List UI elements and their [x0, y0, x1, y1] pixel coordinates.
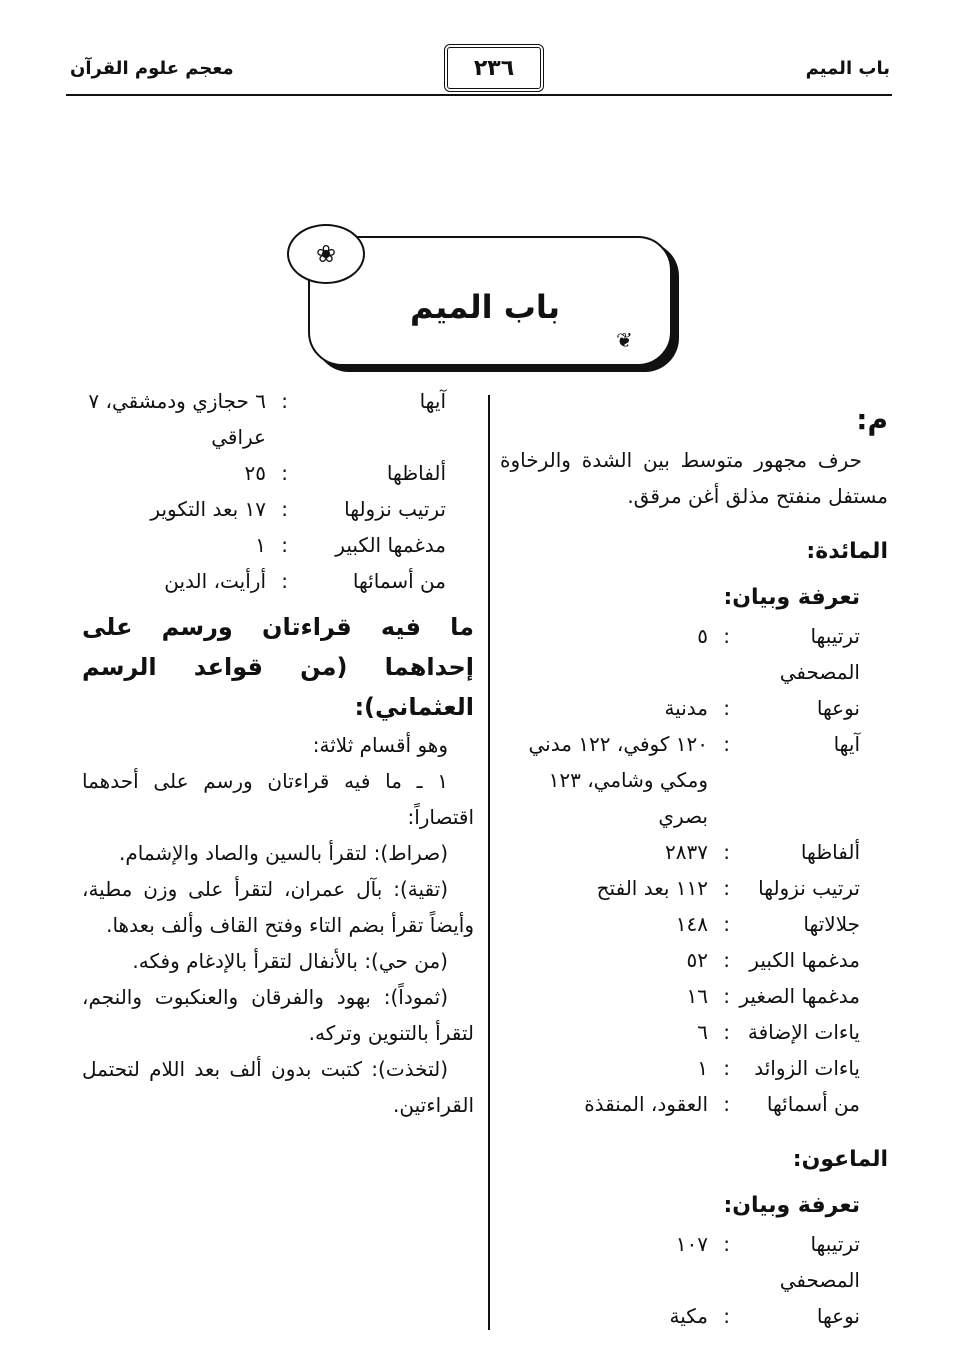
header-left-title: معجم علوم القرآن	[70, 58, 234, 79]
header-right-title: باب الميم	[805, 58, 890, 79]
info-key: جلالاتها	[803, 912, 860, 936]
sura-heading-maida: المائدة:	[806, 539, 888, 564]
info-key: نوعها	[816, 1304, 860, 1328]
paragraph: (لتخذت): كتبت بدون ألف بعد اللام لتحتمل القراءتين.	[82, 1057, 474, 1117]
info-value: ٥	[697, 624, 708, 648]
info-value: ٢٨٣٧	[665, 840, 708, 864]
info-sep: :	[723, 624, 730, 648]
info-value: ١٤٨	[675, 912, 708, 936]
paragraph: (تقية): بآل عمران، لتقرأ على وزن مطية، وأيضاً تقرأ بضم التاء وفتح القاف وألف بعدها.	[82, 877, 474, 937]
info-value: ٥٢	[686, 948, 708, 972]
info-table-maida	[500, 618, 888, 1122]
info-row	[82, 563, 474, 599]
info-value: ٢٥	[244, 461, 266, 485]
info-key: مدغمها الصغير	[739, 984, 860, 1008]
column-divider	[488, 395, 490, 1330]
info-key: ترتيب نزولها	[758, 876, 860, 900]
info-row	[82, 491, 474, 527]
info-sep: :	[723, 948, 730, 972]
corner-ornament-icon: ❦	[616, 328, 633, 352]
letter-description: حرف مجهور متوسط بين الشدة والرخاوة مستفل منفتح مذلق أغن مرقق.	[500, 448, 888, 508]
info-row	[500, 942, 888, 978]
section-heading: ما فيه قراءتان ورسم على إحداهما (من قواعد الرسم العثماني):	[82, 613, 474, 721]
paragraph: (ثموداً): بهود والفرقان والعنكبوت والنجم، لتقرأ بالتنوين وتركه.	[82, 985, 474, 1045]
info-row	[500, 978, 888, 1014]
info-sep: :	[723, 1020, 730, 1044]
info-sep: :	[723, 1092, 730, 1116]
info-sep: :	[723, 1056, 730, 1080]
info-row	[500, 690, 888, 726]
section-title: باب الميم	[410, 288, 560, 326]
info-row	[500, 1050, 888, 1086]
paragraph: (من حي): بالأنفال لتقرأ بالإدغام وفكه.	[132, 949, 448, 973]
info-row	[500, 1014, 888, 1050]
sura-heading-maun: الماعون:	[792, 1147, 888, 1172]
info-sep: :	[281, 389, 288, 413]
info-key: آيها	[833, 732, 860, 756]
info-sep: :	[723, 984, 730, 1008]
info-key: نوعها	[816, 696, 860, 720]
letter-label: م:	[856, 403, 888, 436]
info-key: من أسمائها	[352, 569, 446, 593]
info-sep: :	[281, 533, 288, 557]
info-row	[500, 870, 888, 906]
info-row	[82, 455, 474, 491]
info-row	[500, 834, 888, 870]
info-row	[500, 726, 888, 834]
info-value: ٦ حجازي ودمشقي، ٧ عراقي	[88, 389, 266, 449]
info-key: ياءات الزوائد	[754, 1056, 860, 1080]
info-row	[500, 1298, 888, 1334]
info-key: من أسمائها	[766, 1092, 860, 1116]
info-value: العقود، المنقذة	[584, 1092, 708, 1116]
info-value: ١	[697, 1056, 708, 1080]
info-key: ألفاظها	[386, 461, 446, 485]
info-sep: :	[723, 1232, 730, 1256]
section-intro: وهو أقسام ثلاثة:	[312, 733, 448, 757]
info-value: مدنية	[664, 696, 708, 720]
info-value: ١٢٠ كوفي، ١٢٢ مدني ومكي وشامي، ١٢٣ بصري	[528, 732, 708, 828]
info-sep: :	[281, 461, 288, 485]
sura-subheading-maida: تعرفة وبيان:	[723, 585, 860, 610]
info-table-previous-sura	[82, 383, 474, 599]
info-row	[500, 906, 888, 942]
info-value: مكية	[669, 1304, 708, 1328]
sura-subheading-maun: تعرفة وبيان:	[723, 1193, 860, 1218]
info-sep: :	[281, 569, 288, 593]
info-sep: :	[723, 912, 730, 936]
page-number: ٢٣٦	[444, 44, 544, 92]
info-value: ١٧ بعد التكوير	[150, 497, 266, 521]
paragraph: (صراط): لتقرأ بالسين والصاد والإشمام.	[119, 841, 448, 865]
info-key: ألفاظها	[800, 840, 860, 864]
info-key: آيها	[419, 389, 446, 413]
info-sep: :	[723, 876, 730, 900]
info-key: ترتيبها المصحفي	[779, 624, 860, 684]
left-column	[82, 383, 474, 1123]
info-sep: :	[281, 497, 288, 521]
info-sep: :	[723, 840, 730, 864]
info-value: ١١٢ بعد الفتح	[596, 876, 708, 900]
info-value: ١٠٧	[675, 1232, 708, 1256]
paragraph: ١ ـ ما فيه قراءتان ورسم على أحدهما اقتصاراً:	[82, 769, 474, 829]
info-row	[82, 527, 474, 563]
header-rule	[66, 94, 892, 96]
info-row	[500, 1226, 888, 1298]
info-row	[500, 1086, 888, 1122]
info-key: ترتيبها المصحفي	[779, 1232, 860, 1292]
info-value: ٦	[697, 1020, 708, 1044]
info-value: ١	[255, 533, 266, 557]
info-key: ياءات الإضافة	[747, 1020, 860, 1044]
info-key: مدغمها الكبير	[335, 533, 446, 557]
info-row	[500, 618, 888, 690]
info-sep: :	[723, 696, 730, 720]
info-table-maun	[500, 1226, 888, 1334]
info-value: ١٦	[686, 984, 708, 1008]
info-key: ترتيب نزولها	[344, 497, 446, 521]
floral-emblem-icon: ❀	[287, 224, 365, 284]
info-row	[82, 383, 474, 455]
info-key: مدغمها الكبير	[749, 948, 860, 972]
right-column	[500, 398, 888, 1334]
info-sep: :	[723, 732, 730, 756]
info-value: أرأيت، الدين	[164, 569, 266, 593]
info-sep: :	[723, 1304, 730, 1328]
